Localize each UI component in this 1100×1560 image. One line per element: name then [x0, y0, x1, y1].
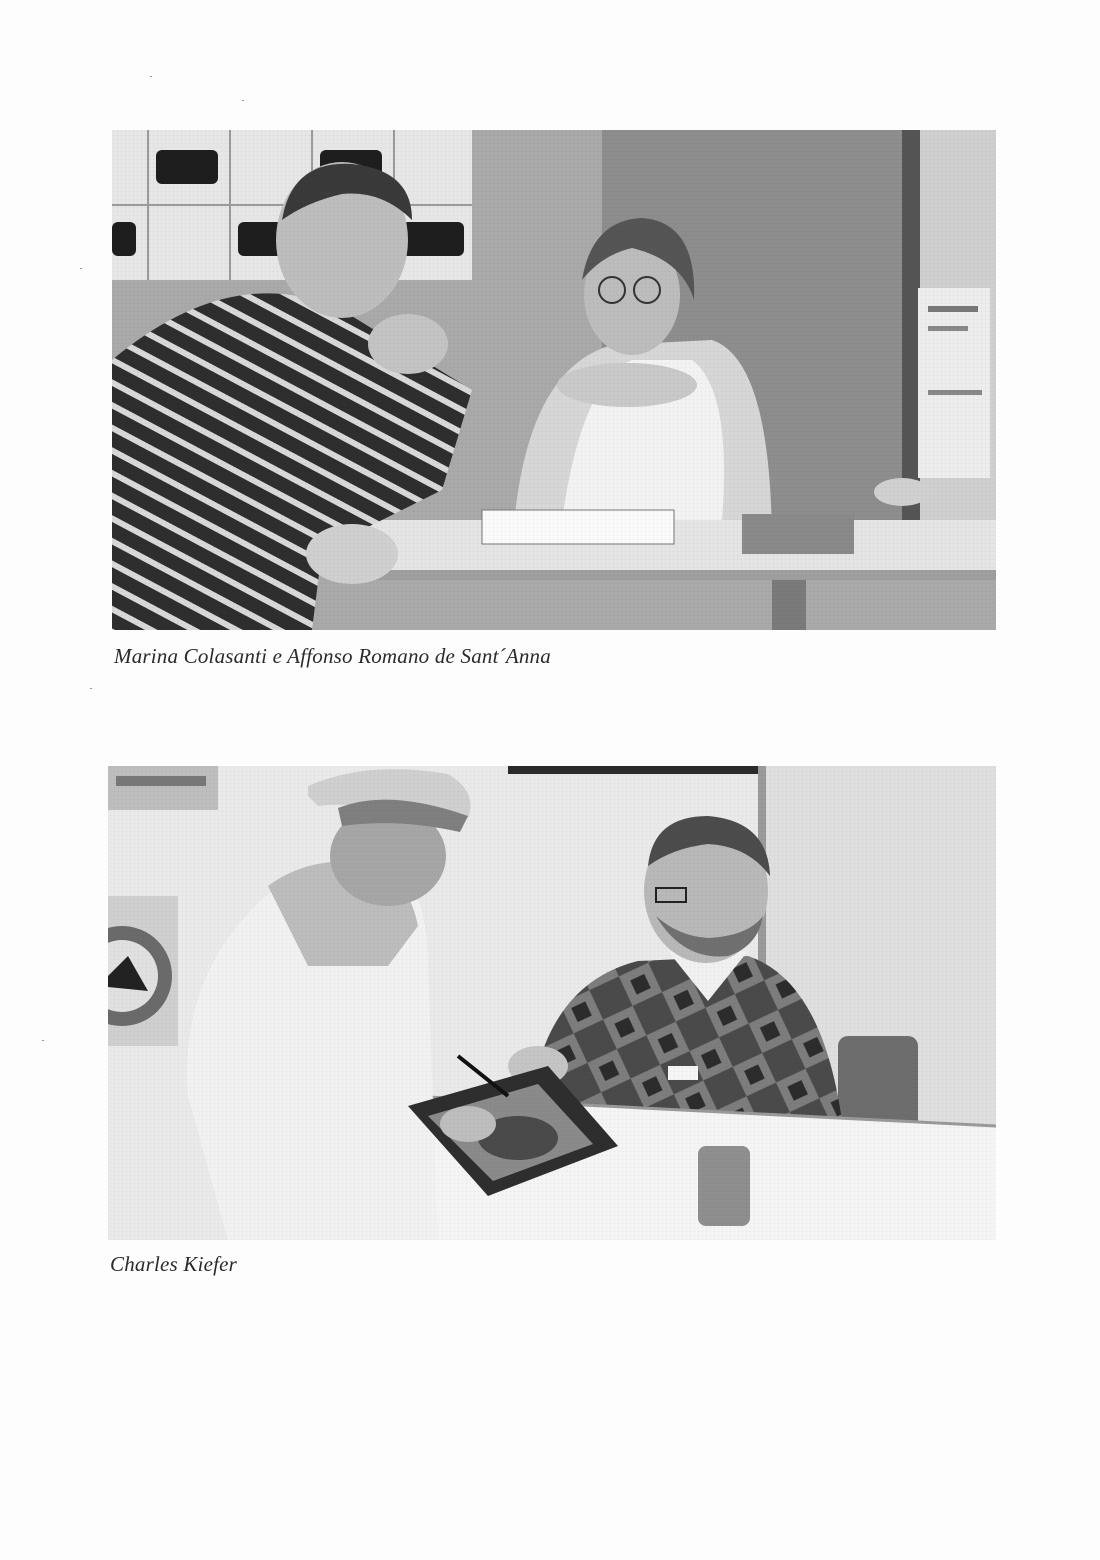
scan-speck	[150, 76, 152, 77]
photo-colasanti-santanna	[112, 130, 996, 630]
scan-speck	[80, 268, 82, 269]
photo-charles-kiefer	[108, 766, 996, 1240]
photo-illustration	[112, 130, 996, 630]
photo-illustration	[108, 766, 996, 1240]
photo-caption-1: Marina Colasanti e Affonso Romano de Sant´Anna	[114, 644, 551, 668]
scan-speck	[42, 1040, 44, 1041]
photo-caption-2: Charles Kiefer	[110, 1252, 238, 1276]
scan-speck	[242, 100, 244, 101]
scan-speck	[90, 688, 92, 689]
